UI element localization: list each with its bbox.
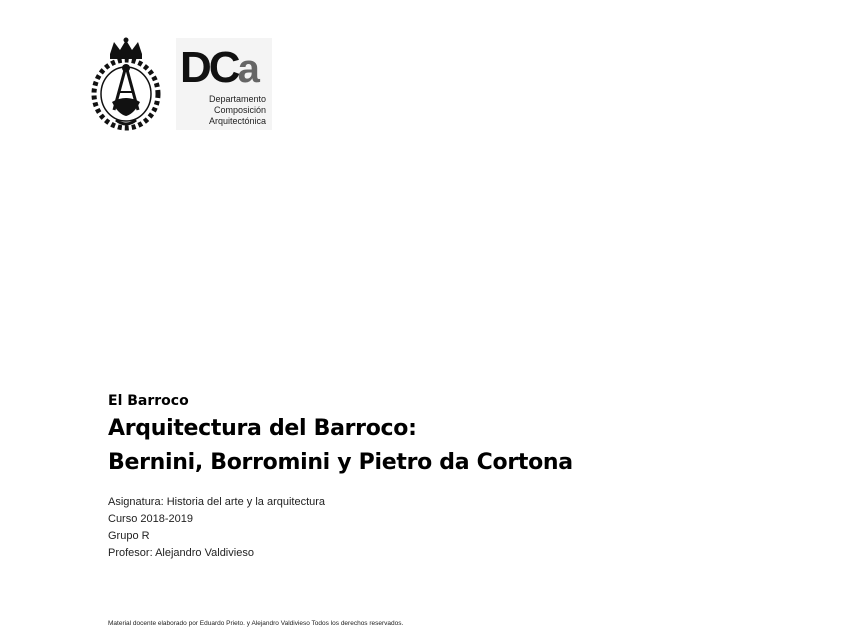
university-crest-icon bbox=[88, 36, 164, 132]
department-logo-line: Arquitectónica bbox=[208, 116, 266, 126]
title-line: Arquitectura del Barroco: bbox=[108, 416, 417, 441]
department-logo-subtitle bbox=[209, 94, 266, 127]
meta-group: Grupo R bbox=[108, 530, 150, 542]
meta-course-year: Curso 2018-2019 bbox=[108, 513, 194, 525]
title-line: Bernini, Borromini y Pietro da Cortona bbox=[108, 450, 573, 475]
department-logo-line: Composición bbox=[213, 105, 266, 115]
page-title bbox=[108, 412, 573, 480]
meta-subject: Asignatura: Historia del arte y la arquitectura bbox=[108, 496, 326, 508]
department-logo-line: Departamento bbox=[208, 94, 266, 104]
department-logo-mark: DCa bbox=[180, 43, 257, 92]
section-kicker: El Barroco bbox=[108, 393, 189, 409]
department-logo bbox=[176, 38, 272, 130]
copyright-footer: Material docente elaborado por Eduardo Prieto. y Alejandro Valdivieso Todos los derechos reservados. bbox=[108, 620, 404, 627]
course-metadata bbox=[108, 494, 325, 562]
meta-professor: Profesor: Alejandro Valdivieso bbox=[108, 547, 254, 559]
